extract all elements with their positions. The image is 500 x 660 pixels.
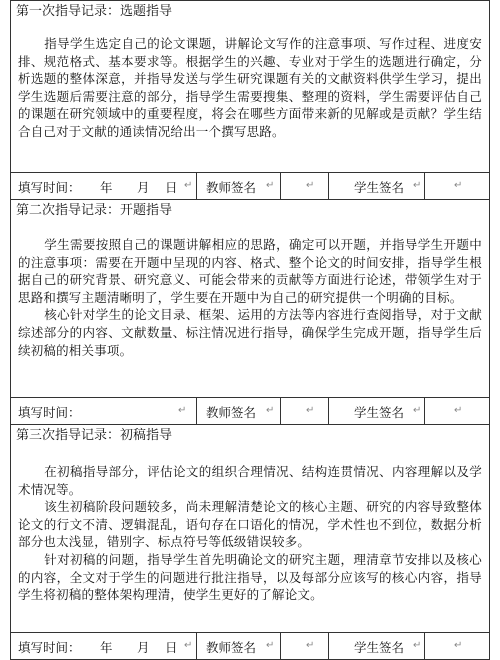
cell-divider [328,398,329,424]
section-3-body [18,463,482,604]
cell-divider [328,173,329,199]
teacher-sign-label: 教师签名 [206,405,257,420]
return-mark: ↵ [266,405,275,416]
section-1-body [18,35,482,141]
day-label: 日 [165,640,178,655]
section-2-paragraph-1: 学生需要按照自己的课题讲解相应的思路，确定可以开题，并指导学生开题中的注意事项：需要在开题中呈现的内容、格式、整个论文的时间安排，指导学生根据自己的研究背景、研究意义、可能会带来的贡献等方面进行论述，带领学生对于思路和撰写主题清晰明了，学生要在开题中为自己的研究提供一个明确的目标。 [18,237,482,305]
section-2-paragraph-2: 核心针对学生的论文目录、框架、运用的方法等内容进行查阅指导，对于文献综述部分的内容、文献数量、标注情况进行指导，确保学生完成开题，指导学生后续初稿的相关事项。 [18,307,482,358]
return-mark: ↵ [413,405,422,416]
record-section-3 [10,424,490,634]
return-mark: ↵ [184,640,193,651]
section-2-body [18,236,482,359]
cell-divider [196,398,197,424]
return-mark: ↵ [184,180,193,191]
return-mark: ↵ [266,640,275,651]
year-label: 年 [100,180,113,195]
sign-row-2 [10,397,490,425]
cell-divider [424,398,425,424]
section-3-paragraph-1: 在初稿指导部分，评估论文的组织合理情况、结构连贯情况、内容理解以及学术情况等。 [18,464,482,497]
record-section-1 [10,0,490,172]
month-label: 月 [137,640,150,655]
cell-divider [280,398,281,424]
return-mark: ↵ [306,640,315,651]
teacher-sign-label: 教师签名 [206,640,257,655]
return-mark: ↵ [454,640,463,651]
cell-divider [328,633,329,659]
cell-divider [424,173,425,199]
student-sign-label: 学生签名 [354,405,405,420]
section-2-title: 第二次指导记录：开题指导 [16,203,173,218]
sign-row-1 [10,172,490,200]
return-mark: ↵ [178,405,187,416]
fill-time-label: 填写时间： [18,640,81,655]
month-label: 月 [137,180,150,195]
student-sign-label: 学生签名 [354,180,405,195]
return-mark: ↵ [454,405,463,416]
fill-time-label: 填写时间： [18,180,81,195]
return-mark: ↵ [266,180,275,191]
day-label: 日 [165,180,178,195]
cell-divider [424,633,425,659]
teacher-sign-label: 教师签名 [206,180,257,195]
sign-row-3 [10,632,490,660]
cell-divider [196,173,197,199]
year-label: 年 [100,640,113,655]
section-3-title: 第三次指导记录：初稿指导 [16,428,173,443]
return-mark: ↵ [306,180,315,191]
record-section-2 [10,199,490,397]
return-mark: ↵ [413,640,422,651]
student-sign-label: 学生签名 [354,640,405,655]
cell-divider [280,173,281,199]
section-3-paragraph-3: 针对初稿的问题，指导学生首先明确论文的研究主题，理清章节安排以及核心的内容，全文对于学生的问题进行批注指导，以及每部分应该写的核心内容，指导学生将初稿的整体架构理清，使学生更好的了解论文。 [18,551,482,603]
section-1-title: 第一次指导记录：选题指导 [16,4,173,19]
section-3-paragraph-2: 该生初稿阶段问题较多，尚未理解清楚论文的核心主题、研究的内容导致整体论文的行文不清、逻辑混乱，语句存在口语化的情况，学术性也不到位，数据分析部分也太浅显，错别字、标点符号等低级错误较多。 [18,499,482,550]
return-mark: ↵ [454,180,463,191]
return-mark: ↵ [306,405,315,416]
return-mark: ↵ [413,180,422,191]
cell-divider [280,633,281,659]
section-1-paragraph-1: 指导学生选定自己的论文课题，讲解论文写作的注意事项、写作过程、进度安排、规范格式、基本要求等。根据学生的兴趣、专业对于学生的选题进行确定，分析选题的整体深意，并指导发送与学生研究课题有关的文献资料供学生学习，提出学生选题后需要注意的部分，指导学生需要搜集、整理的资料，学生需要评估自己的课题在研究领域中的重要程度，将会在哪些方面带来新的见解或是贡献？学生结合自己对于文献的通读情况给出一个撰写思路。 [18,36,482,139]
cell-divider [196,633,197,659]
fill-time-label: 填写时间： [18,405,81,420]
